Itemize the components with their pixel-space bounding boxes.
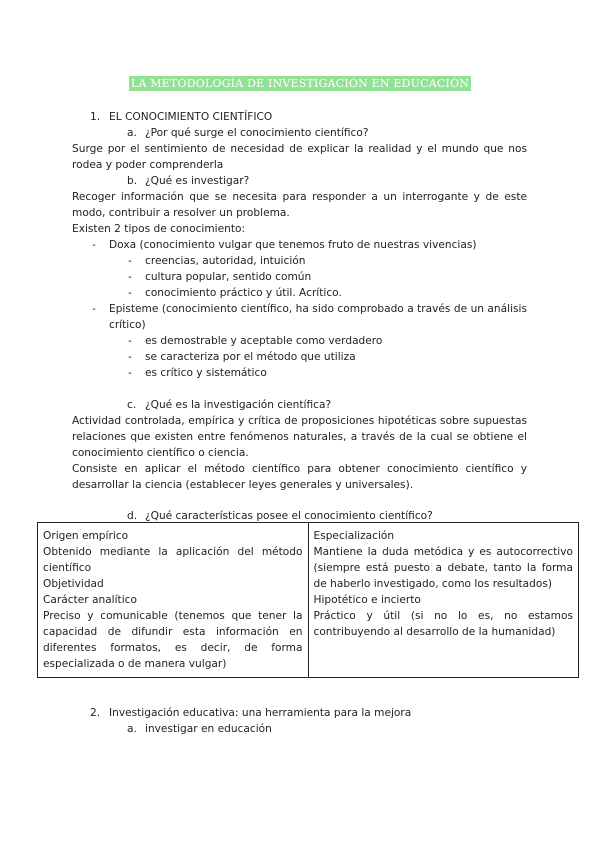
question-d-text: ¿Qué características posee el conocimiento científico? xyxy=(145,510,433,522)
question-b-text: ¿Qué es investigar? xyxy=(145,175,250,187)
doxa-item: cultura popular, sentido común xyxy=(145,271,312,283)
dash-bullet: - xyxy=(128,335,132,347)
characteristic-item: Carácter analítico xyxy=(43,594,137,606)
characteristic-item: Preciso y comunicable (tenemos que tener la capacidad de difundir esta información en diferentes formatos, es decir, de forma especializada o de manera vulgar) xyxy=(43,610,303,670)
answer-c-paragraph-2: Consiste en aplicar el método científico para obtener conocimiento científico y desarrollar la ciencia (establecer leyes generales y universales). xyxy=(72,463,527,491)
question-c-text: ¿Qué es la investigación científica? xyxy=(145,399,332,411)
characteristic-item: Obtenido mediante la aplicación del método científico xyxy=(43,546,303,574)
doxa-item: creencias, autoridad, intuición xyxy=(145,255,306,267)
section1-number: 1. xyxy=(90,111,101,123)
question-a-text: ¿Por qué surge el conocimiento científico? xyxy=(145,127,369,139)
dash-bullet: - xyxy=(128,271,132,283)
types-intro: Existen 2 tipos de conocimiento: xyxy=(72,223,246,235)
characteristic-item: Hipotético e incierto xyxy=(313,594,421,606)
dash-bullet: - xyxy=(128,367,132,379)
doxa-item: conocimiento práctico y útil. Acrítico. xyxy=(145,287,342,299)
characteristics-right-cell xyxy=(308,523,579,678)
dash-bullet: - xyxy=(128,351,132,363)
characteristic-item: Objetividad xyxy=(43,578,104,590)
answer-a-paragraph: Surge por el sentimiento de necesidad de explicar la realidad y el mundo que nos rodea y poder comprenderla xyxy=(72,143,527,171)
question-c-letter: c. xyxy=(127,399,137,411)
dash-bullet: - xyxy=(128,287,132,299)
characteristic-item: Práctico y útil (si no lo es, no estamos contribuyendo al desarrollo de la humanidad) xyxy=(313,610,573,638)
question-b-letter: b. xyxy=(127,175,138,187)
section2-a-text: investigar en educación xyxy=(145,723,272,735)
characteristics-table xyxy=(37,522,579,678)
answer-b-paragraph: Recoger información que se necesita para responder a un interrogante y de este modo, contribuir a resolver un problema. xyxy=(72,191,527,219)
characteristics-left-cell xyxy=(38,523,309,678)
characteristic-item: Especialización xyxy=(313,530,395,542)
dash-bullet: - xyxy=(92,239,96,251)
episteme-item: es demostrable y aceptable como verdadero xyxy=(145,335,383,347)
dash-bullet: - xyxy=(128,255,132,267)
section2-number: 2. xyxy=(90,707,101,719)
episteme-item: es crítico y sistemático xyxy=(145,367,267,379)
question-d-letter: d. xyxy=(127,510,138,522)
page-title: LA METODOLOGÍA DE INVESTIGACIÓN EN EDUCACIÓN xyxy=(130,77,470,90)
section2-a-letter: a. xyxy=(127,723,137,735)
title-wrapper xyxy=(0,72,600,91)
characteristic-item: Origen empírico xyxy=(43,530,129,542)
answer-c-paragraph-1: Actividad controlada, empírica y crítica de proposiciones hipotéticas sobre supuestas relaciones que existen entre fenómenos naturales, a través de la cual se obtiene el conocimiento científico o ciencia. xyxy=(72,415,527,459)
doxa-label: Doxa (conocimiento vulgar que tenemos fruto de nuestras vivencias) xyxy=(109,239,477,251)
section1-heading: EL CONOCIMIENTO CIENTÍFICO xyxy=(109,111,273,123)
episteme-item: se caracteriza por el método que utiliza xyxy=(145,351,356,363)
section2-heading: Investigación educativa: una herramienta para la mejora xyxy=(109,707,412,719)
characteristic-item: Mantiene la duda metódica y es autocorrectivo (siempre está puesto a debate, tanto la forma de haberlo investigado, como los resultados) xyxy=(313,546,573,590)
question-a-letter: a. xyxy=(127,127,137,139)
dash-bullet: - xyxy=(92,303,96,315)
episteme-label: Episteme (conocimiento científico, ha sido comprobado a través de un análisis crítico) xyxy=(109,303,527,331)
table-row xyxy=(38,523,579,678)
